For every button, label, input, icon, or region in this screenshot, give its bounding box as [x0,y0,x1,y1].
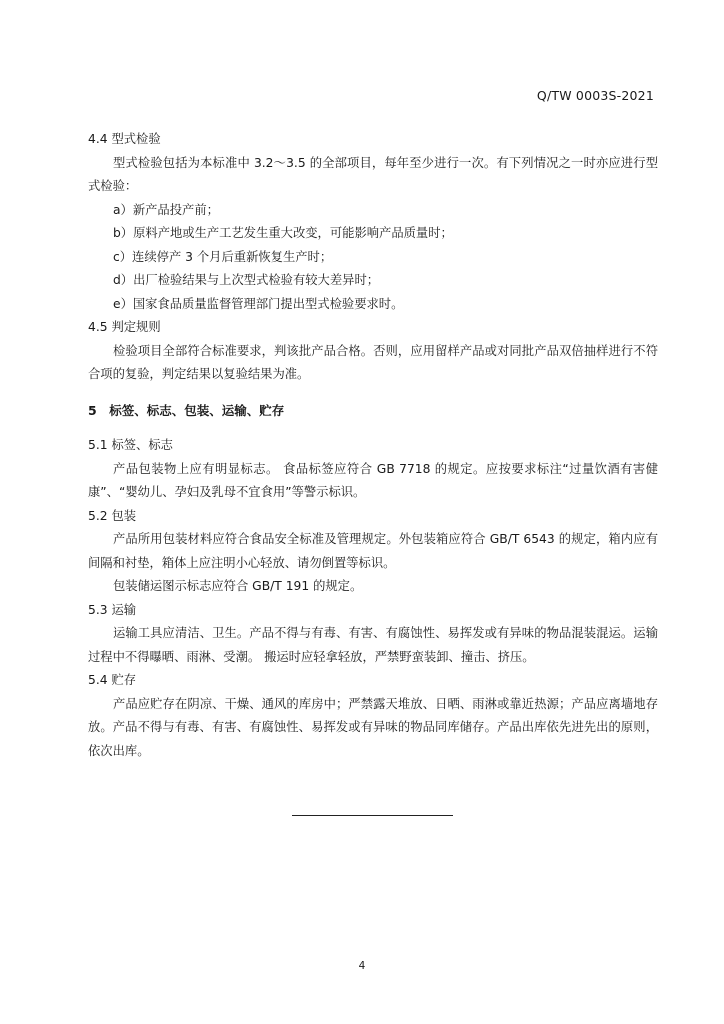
paragraph: 包装储运图示标志应符合 GB/T 191 的规定。 [113,579,363,593]
section-heading: 4.4 型式检验 [88,132,161,146]
paragraph: 产品所用包装材料应符合食品安全标准及管理规定。外包装箱应符合 GB/T 6543 的规定，箱内应有间隔和衬垫，箱体上应注明小心轻放、请勿倒置等标识。 [88,532,658,570]
document-code: Q/TW 0003S-2021 [536,88,654,103]
paragraph: 检验项目全部符合标准要求，判该批产品合格。否则，应用留样产品或对同批产品双倍抽样进行不符合项的复验，判定结果以复验结果为准。 [88,343,658,381]
section-5-3 [88,599,658,670]
end-of-document-rule [292,815,453,816]
list-item: b）原料产地或生产工艺发生重大改变，可能影响产品质量时； [113,226,453,240]
list-item: e）国家食品质量监督管理部门提出型式检验要求时。 [113,296,404,311]
paragraph: 运输工具应清洁、卫生。产品不得与有毒、有害、有腐蚀性、易挥发或有异味的物品混装混运。运输过程中不得曝晒、雨淋、受潮。 搬运时应轻拿轻放，严禁野蛮装卸、撞击、挤压。 [88,626,658,664]
section-4-5 [88,316,658,387]
section-5-2 [88,505,658,599]
paragraph: 型式检验包括为本标准中 3.2～3.5 的全部项目，每年至少进行一次。有下列情况之一时亦应进行型式检验： [88,155,658,193]
section-heading: 4.5 判定规则 [88,320,161,334]
document-body [88,128,658,763]
list-item: d）出厂检验结果与上次型式检验有较大差异时； [113,273,380,287]
section-heading: 5.1 标签、标志 [88,438,173,452]
chapter-heading: 5 标签、标志、包装、运输、贮存 [88,402,285,418]
paragraph: 产品包装物上应有明显标志。 食品标签应符合 GB 7718 的规定。应按要求标注“过量饮酒有害健康”、“婴幼儿、孕妇及乳母不宜食用”等警示标识。 [88,461,658,499]
list-item: a）新产品投产前； [113,202,219,217]
section-heading: 5.2 包装 [88,508,137,523]
section-heading: 5.3 运输 [88,602,137,617]
section-5-1 [88,434,658,505]
section-heading: 5.4 贮存 [88,673,137,687]
section-4-4 [88,128,658,316]
page-number: 4 [358,960,366,972]
paragraph: 产品应贮存在阴凉、干燥、通风的库房中；严禁露天堆放、日晒、雨淋或靠近热源；产品应离墙地存放。产品不得与有毒、有害、有腐蚀性、易挥发或有异味的物品同库储存。产品出库依先进先出的原则，依次出库。 [88,696,658,758]
section-5-4 [88,669,658,763]
list-item: c）连续停产 3 个月后重新恢复生产时； [113,249,333,264]
